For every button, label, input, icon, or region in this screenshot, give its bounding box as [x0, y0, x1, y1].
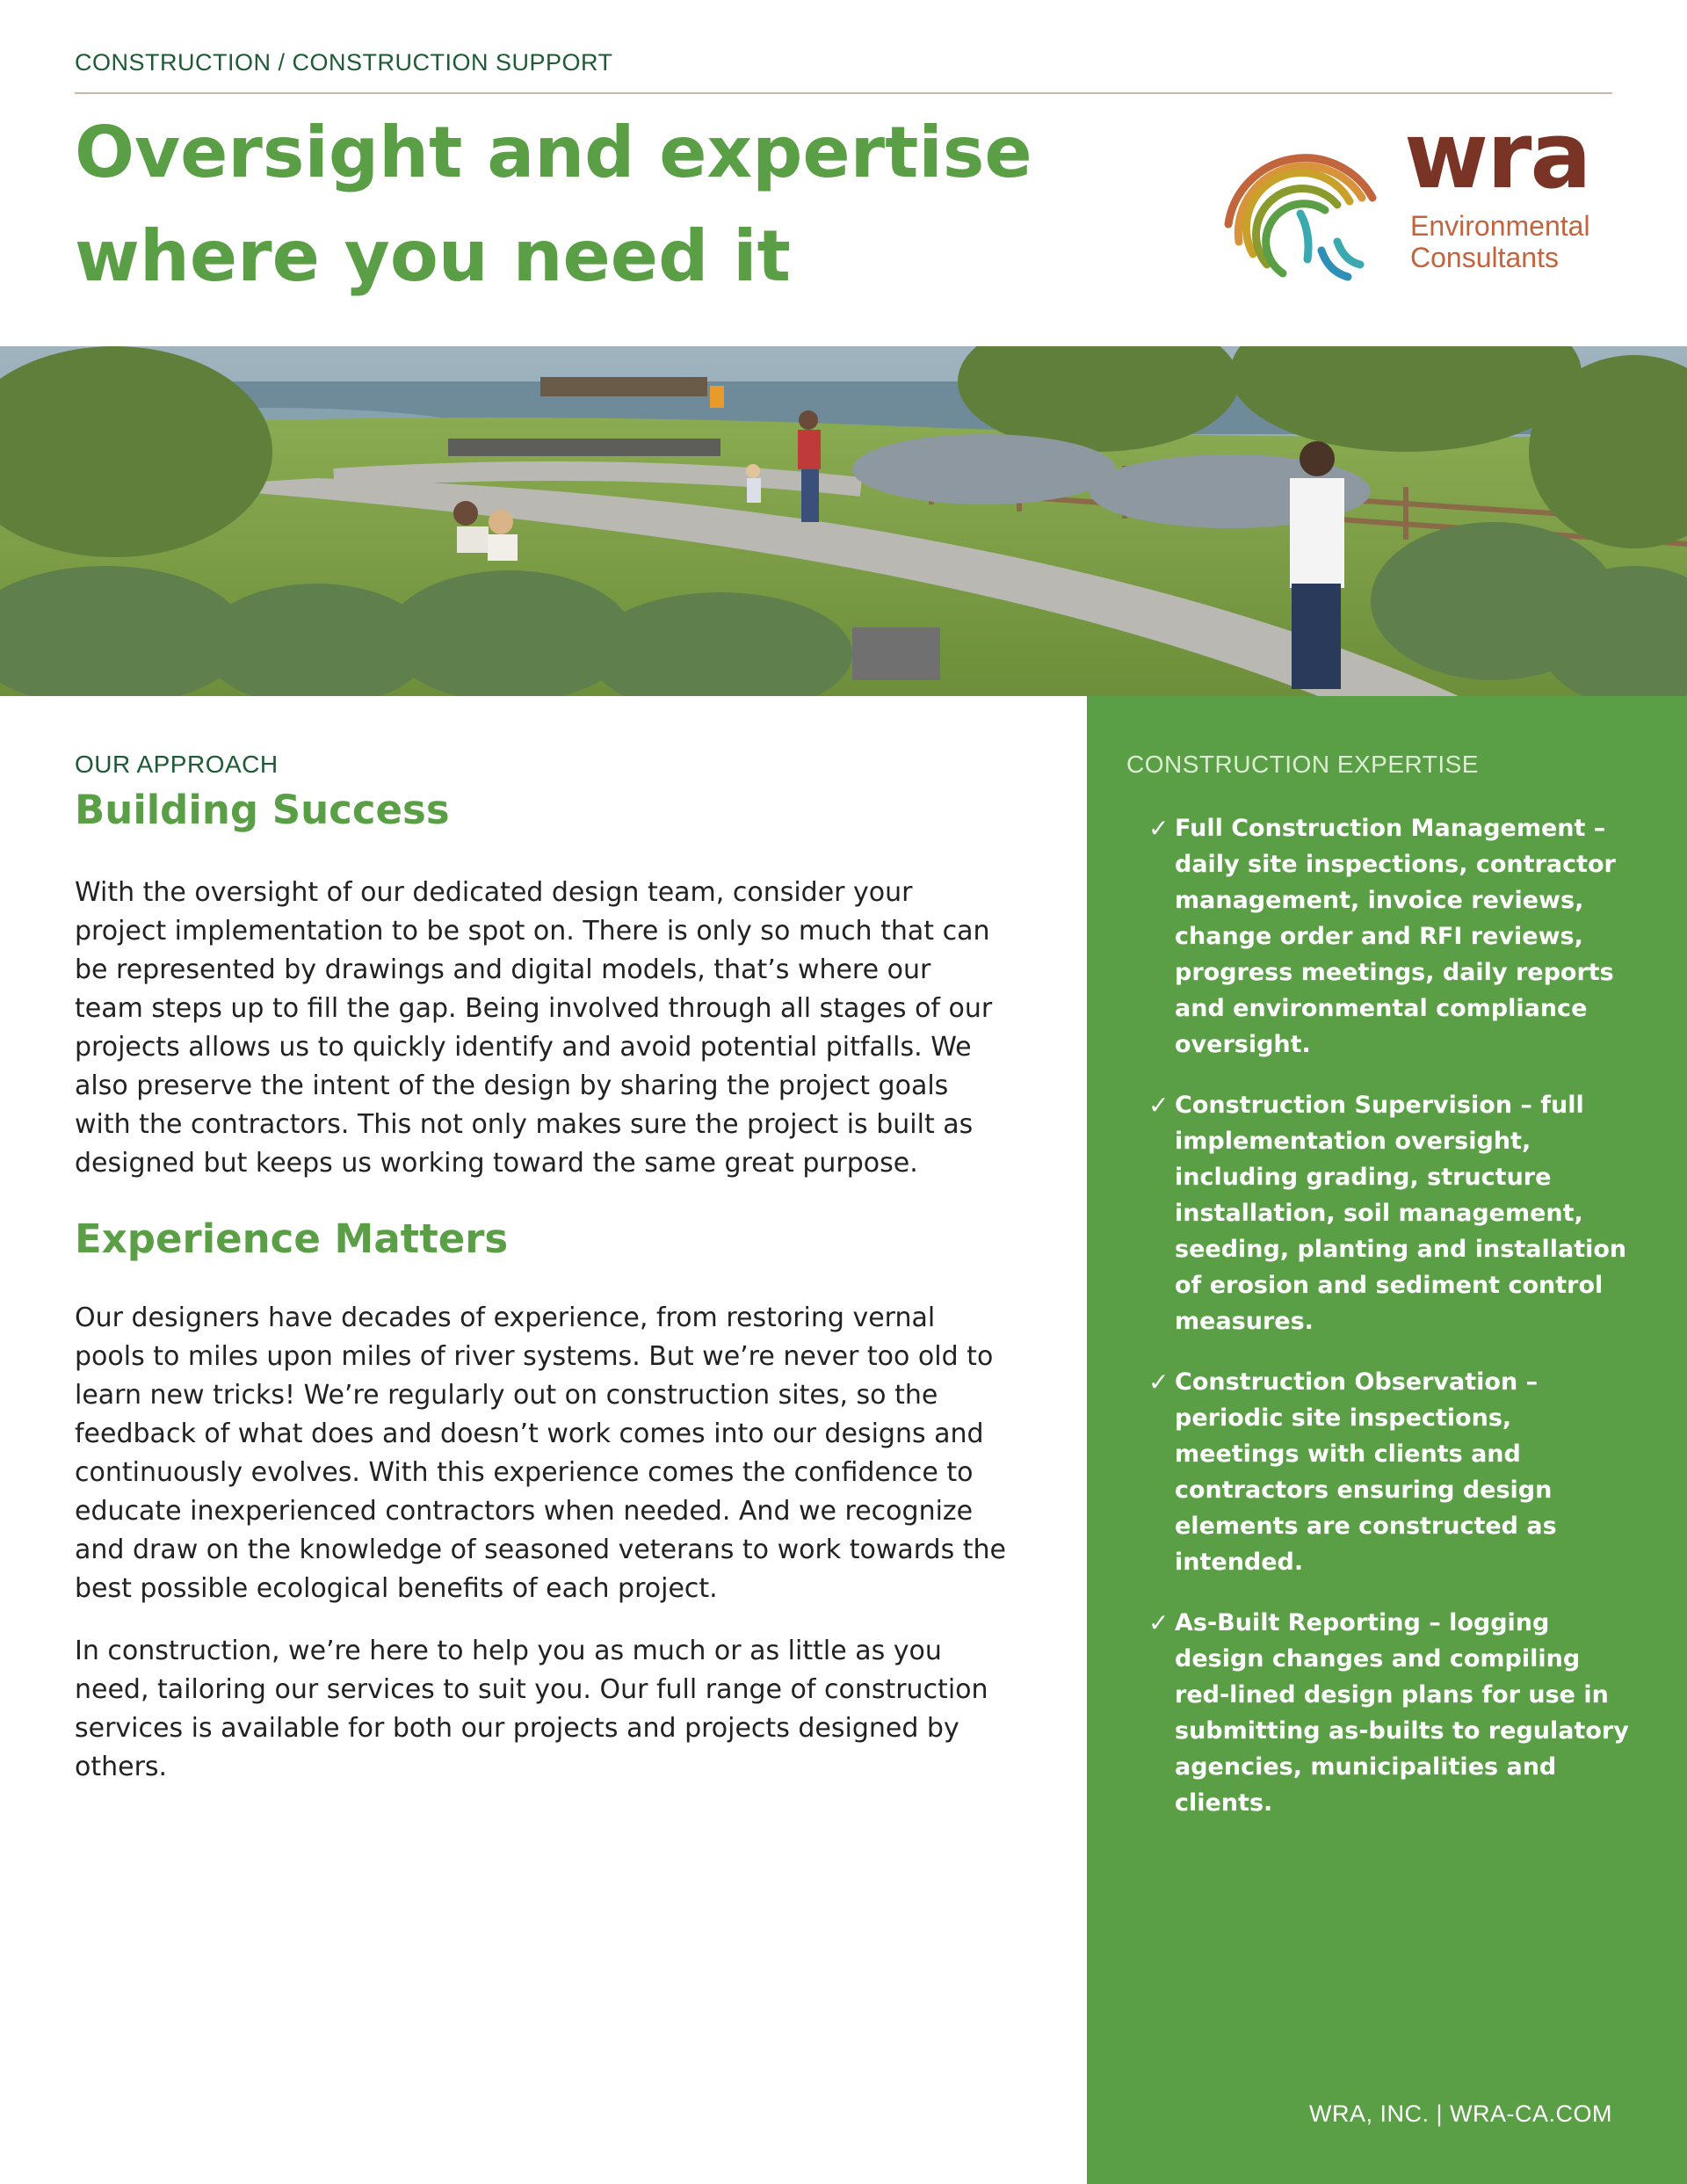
expertise-item-text: Full Construction Management – daily site inspections, contractor management, invoice reviews, change order and RFI reviews, progress meetings, daily reports and environmental compliance oversight. [1175, 815, 1616, 1058]
checkmark-icon: ✓ [1148, 1092, 1169, 1119]
experience-matters-body-1: Our designers have decades of experience, from restoring vernal pools to miles upon miles of river systems. But we’re never too old to learn new tricks! We’re regularly out on construction sites, so the feedback of what does and doesn’t work comes into our designs and continuously evolves. With this experience comes the confidence to educate inexperienced contractors when needed. And we recognize and draw on the knowledge of seasoned veterans to work towards the best possible ecological benefits of each project. [75, 1302, 1006, 1604]
checkmark-icon: ✓ [1148, 1368, 1169, 1396]
list-item [1148, 810, 1640, 1063]
list-item [1148, 1087, 1640, 1339]
expertise-item-text: Construction Supervision – full implementation oversight, including grading, structure installation, soil management, seeding, planting and installation of erosion and sediment control measures. [1175, 1092, 1627, 1335]
list-item [1148, 1605, 1640, 1821]
logo-subtitle [1410, 210, 1590, 273]
expertise-item-text: As-Built Reporting – logging design changes and compiling red-lined design plans for use in submitting as-builts to regulatory agencies, municipalities and clients. [1175, 1609, 1629, 1817]
building-success-heading: Building Success [75, 787, 450, 833]
logo-subtitle-line-1: Environmental [1410, 210, 1590, 242]
fingerprint-icon [1213, 110, 1388, 286]
list-item [1148, 1364, 1640, 1580]
checkmark-icon: ✓ [1148, 1609, 1169, 1636]
wra-logo[interactable] [1213, 102, 1617, 286]
building-success-body: With the oversight of our dedicated design team, consider your project implementation to be spot on. There is only so much that can be represented by drawings and digital models, that’s where our team steps up to fill the gap. Being involved through all stages of our projects allows us to quickly identify and avoid potential pitfalls. We also preserve the intent of the design by sharing the project goals with the contractors. This not only makes sure the project is built as designed but keeps us working toward the same great purpose. [75, 877, 993, 1179]
logo-subtitle-line-2: Consultants [1410, 242, 1559, 273]
page-title-line-1: Oversight and expertise [75, 112, 1032, 193]
sidebar-eyebrow: CONSTRUCTION EXPERTISE [1126, 751, 1479, 778]
page-title [75, 101, 1129, 308]
expertise-item-text: Construction Observation – periodic site inspections, meetings with clients and contractors ensuring design elements are constructed as intended. [1175, 1368, 1557, 1576]
header-divider [75, 92, 1612, 94]
checkmark-icon: ✓ [1148, 815, 1169, 842]
section-eyebrow: OUR APPROACH [75, 751, 279, 778]
expertise-sidebar [1087, 696, 1687, 2184]
main-content [75, 747, 1006, 1787]
experience-matters-heading: Experience Matters [75, 1215, 509, 1262]
expertise-list [1148, 810, 1640, 1846]
hero-image [0, 346, 1687, 696]
logo-wordmark: wra [1404, 102, 1590, 209]
experience-matters-body-2: In construction, we’re here to help you as much or as little as you need, tailoring our services to suit you. Our full range of construction services is available for both our projects and projects designed by others. [75, 1636, 988, 1782]
footer-contact-link[interactable]: WRA, INC. | WRA-CA.COM [1309, 2101, 1612, 2127]
breadcrumb: CONSTRUCTION / CONSTRUCTION SUPPORT [75, 49, 613, 76]
page-title-line-2: where you need it [75, 215, 791, 297]
